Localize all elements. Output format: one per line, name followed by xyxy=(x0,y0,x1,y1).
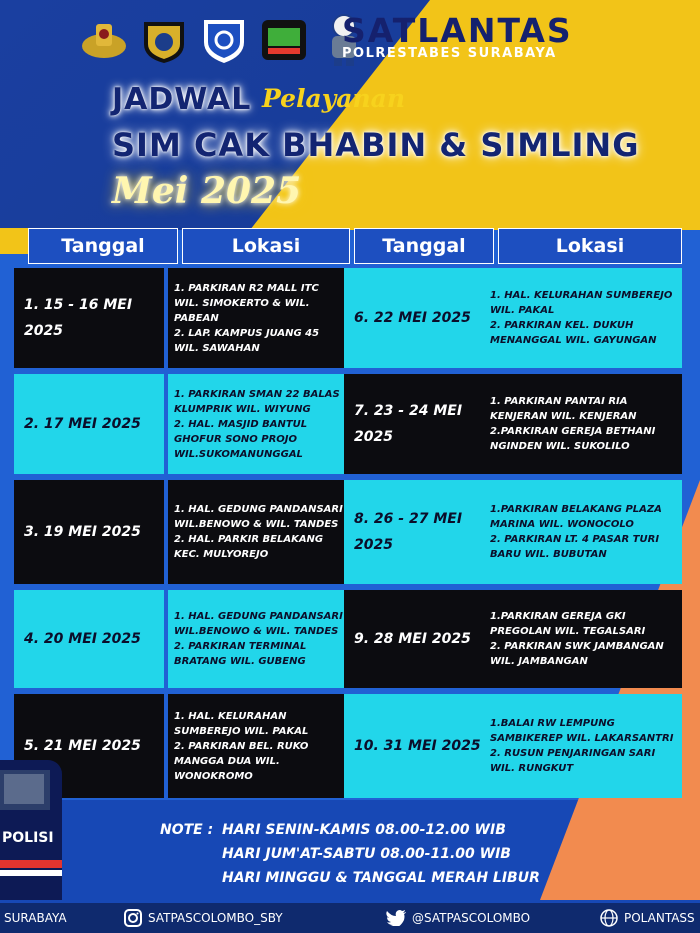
row2-left-loc-2: 2. HAL. MASJID BANTUL GHOFUR SONO PROJO WIL.SUKOMANUNGGAL xyxy=(174,418,308,460)
row5-right-date-text: 10. 31 MEI 2025 xyxy=(354,738,481,754)
row4-left-date-text: 4. 20 MEI 2025 xyxy=(24,631,141,647)
jawa-timur-logo xyxy=(140,16,188,64)
row4-left-location xyxy=(168,590,350,688)
row1-right-loc-1: 1. HAL. KELURAHAN SUMBEREJO WIL. PAKAL xyxy=(490,290,673,316)
row4-right-loc-1: 1.PARKIRAN GEREJA GKI PREGOLAN WIL. TEGALSARI xyxy=(490,611,646,637)
row2-right-date xyxy=(344,374,494,474)
row1-left-date-text: 1. 15 - 16 MEI 2025 xyxy=(24,297,133,339)
suroboyo-logo xyxy=(260,16,308,64)
row4-left-loc-2: 2. PARKIRAN TERMINAL BRATANG WIL. GUBENG xyxy=(174,641,307,667)
footer-bar xyxy=(0,903,700,933)
row2-right-date-text: 7. 23 - 24 MEI 2025 xyxy=(354,403,463,445)
footer-twitter[interactable] xyxy=(386,910,530,926)
row2-left-date-text: 2. 17 MEI 2025 xyxy=(24,416,141,432)
row1-left-loc-1: 1. PARKIRAN R2 MALL ITC WIL. SIMOKERTO & WIL. PABEAN xyxy=(174,282,319,324)
row4-left-loc-1: 1. HAL. GEDUNG PANDANSARI WIL.BENOWO & WIL. TANDES xyxy=(174,611,343,637)
globe-icon xyxy=(600,909,618,927)
note-block xyxy=(160,818,540,890)
row4-right-loc-2: 2. PARKIRAN SWK JAMBANGAN WIL. JAMBANGAN xyxy=(490,641,664,667)
polri-emblem-icon xyxy=(80,16,128,64)
title-pelayanan: Pelayanan xyxy=(262,84,406,113)
row3-left-date xyxy=(14,480,164,584)
row3-left-loc-1: 1. HAL. GEDUNG PANDANSARI WIL.BENOWO & WIL. TANDES xyxy=(174,504,343,530)
row5-right-loc-2: 2. RUSUN PENJARINGAN SARI WIL. RUNGKUT xyxy=(490,748,656,774)
lalu-lintas-logo xyxy=(200,16,248,64)
row3-right-date xyxy=(344,480,494,584)
row4-left-date xyxy=(14,590,164,688)
footer-instagram-text: SATPASCOLOMBO_SBY xyxy=(148,911,283,925)
row2-left-location xyxy=(168,374,350,474)
row5-left-date-text: 5. 21 MEI 2025 xyxy=(24,738,141,754)
instagram-icon xyxy=(124,909,142,927)
header-tanggal-left: Tanggal xyxy=(28,228,178,264)
footer-instagram[interactable] xyxy=(124,909,283,927)
row5-right-loc-1: 1.BALAI RW LEMPUNG SAMBIKEREP WIL. LAKARSANTRI xyxy=(490,718,674,744)
row2-right-loc-1: 1. PARKIRAN PANTAI RIA KENJERAN WIL. KENJERAN xyxy=(490,396,637,422)
row1-left-date xyxy=(14,268,164,368)
note-line3: HARI MINGGU & TANGGAL MERAH LIBUR xyxy=(222,870,540,886)
row2-right-loc-2: 2.PARKIRAN GEREJA BETHANI NGINDEN WIL. SUKOLILO xyxy=(490,426,656,452)
brand-block xyxy=(342,11,573,61)
footer-twitter-text: @SATPASCOLOMBO xyxy=(412,911,531,925)
footer-web-text: POLANTASS xyxy=(624,911,695,925)
row3-right-loc-1: 1.PARKIRAN BELAKANG PLAZA MARINA WIL. WONOCOLO xyxy=(490,504,662,530)
row5-left-loc-1: 1. HAL. KELURAHAN SUMBEREJO WIL. PAKAL xyxy=(174,710,309,737)
row1-left-loc-2: 2. LAP. KAMPUS JUANG 45 WIL. SAWAHAN xyxy=(174,327,320,354)
row5-right-location xyxy=(484,694,682,798)
footer-city xyxy=(4,911,67,925)
note-label: NOTE : xyxy=(160,822,214,838)
row5-left-loc-2: 2. PARKIRAN BEL. RUKO MANGGA DUA WIL. WONOKROMO xyxy=(174,740,309,782)
row4-right-date-text: 9. 28 MEI 2025 xyxy=(354,631,471,647)
suroboyo-badge-icon xyxy=(260,16,308,64)
polri-logo xyxy=(80,16,128,64)
row1-left-location xyxy=(168,268,350,368)
brand-subtitle: POLRESTABES SURABAYA xyxy=(342,46,557,61)
logo-row xyxy=(80,10,368,70)
twitter-icon xyxy=(386,910,406,926)
row4-right-location xyxy=(484,590,682,688)
title-main: SIM CAK BHABIN & SIMLING xyxy=(112,126,640,164)
row3-right-loc-2: 2. PARKIRAN LT. 4 PASAR TURI BARU WIL. BUBUTAN xyxy=(490,534,660,560)
lantas-shield-icon xyxy=(202,16,246,64)
note-line1: HARI SENIN-KAMIS 08.00-12.00 WIB xyxy=(222,822,506,838)
header-lokasi-left: Lokasi xyxy=(182,228,350,264)
footer-web[interactable] xyxy=(600,909,695,927)
row3-left-date-text: 3. 19 MEI 2025 xyxy=(24,524,141,540)
brand-title: SATLANTAS xyxy=(342,11,573,50)
row3-left-loc-2: 2. HAL. PARKIR BELAKANG KEC. MULYOREJO xyxy=(174,534,324,560)
row2-right-location xyxy=(484,374,682,474)
row1-right-loc-2: 2. PARKIRAN KEL. DUKUH MENANGGAL WIL. GAYUNGAN xyxy=(490,320,657,346)
row4-right-date xyxy=(344,590,494,688)
row3-right-location xyxy=(484,480,682,584)
title-jadwal: JADWAL xyxy=(112,82,252,117)
row5-right-date xyxy=(344,694,494,798)
row1-right-date-text: 6. 22 MEI 2025 xyxy=(354,310,471,326)
note-line2: HARI JUM'AT-SABTU 08.00-11.00 WIB xyxy=(222,846,511,862)
footer-city-text: SURABAYA xyxy=(4,911,67,925)
header-tanggal-right: Tanggal xyxy=(354,228,494,264)
title-month: Mei 2025 xyxy=(112,170,302,212)
row1-right-date xyxy=(344,268,494,368)
row5-left-location xyxy=(168,694,350,798)
police-bus-graphic xyxy=(0,760,62,900)
row3-left-location xyxy=(168,480,350,584)
row1-right-location xyxy=(484,268,682,368)
row2-left-date xyxy=(14,374,164,474)
jatim-shield-icon xyxy=(142,16,186,64)
row3-right-date-text: 8. 26 - 27 MEI 2025 xyxy=(354,511,463,553)
header-lokasi-right: Lokasi xyxy=(498,228,682,264)
row2-left-loc-1: 1. PARKIRAN SMAN 22 BALAS KLUMPRIK WIL. WIYUNG xyxy=(174,388,340,415)
bus-label: POLISI xyxy=(2,830,54,846)
